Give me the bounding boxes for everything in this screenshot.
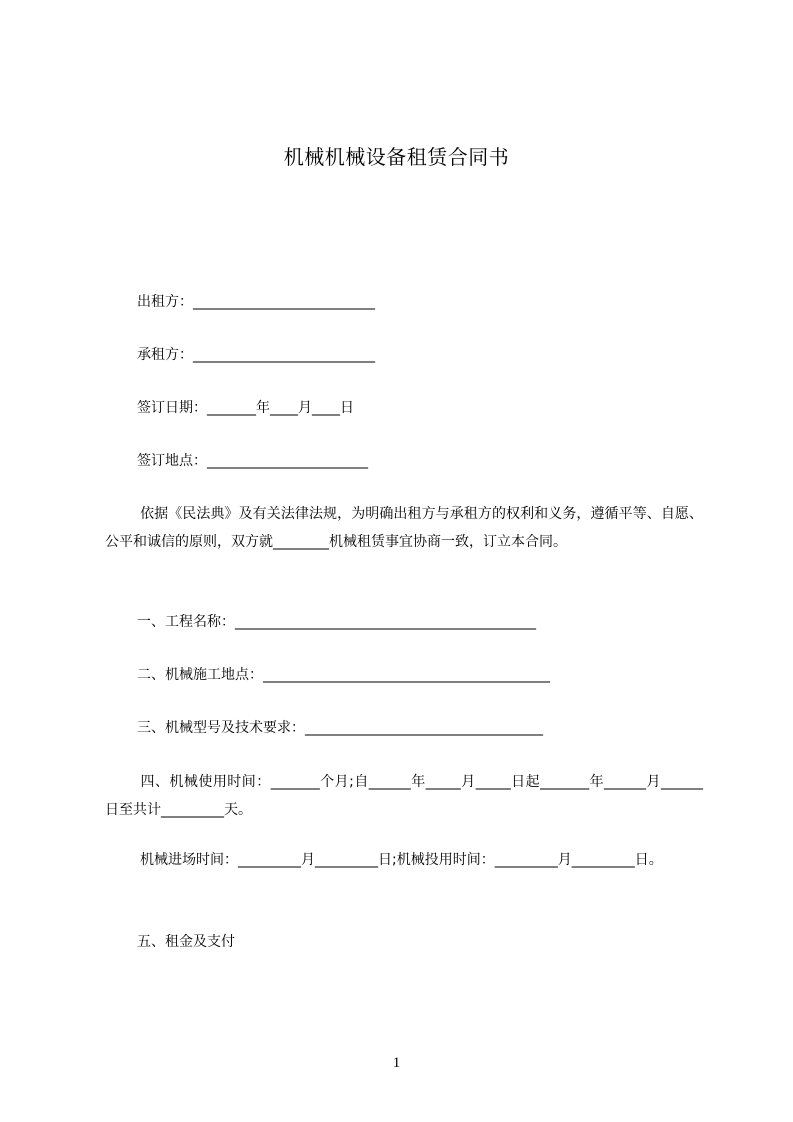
clause-site-location: 二、机械施工地点：_________________________________________ xyxy=(137,667,550,683)
sign-place-field: 签订地点：_______________________ xyxy=(137,453,368,469)
intro-paragraph xyxy=(105,500,703,556)
usage-period-text: 四、机械使用时间：_______个月;自______年_____月_____日起_______年______月______日至共计_________天。 xyxy=(105,774,703,818)
entry-time-text: 机械进场时间：_________月_________日;机械投用时间：_________月_________日。 xyxy=(140,852,663,868)
clause-usage-period xyxy=(105,768,703,824)
clause-entry-time xyxy=(105,846,703,874)
page-number: 1 xyxy=(392,1055,401,1071)
clause-machine-model: 三、机械型号及技术要求：__________________________________ xyxy=(137,720,543,736)
lessee-field: 承租方：__________________________ xyxy=(137,347,375,363)
clause-rent-payment: 五、租金及支付 xyxy=(137,934,235,950)
sign-date-field: 签订日期：_______年____月____日 xyxy=(137,400,354,416)
lessor-field: 出租方：__________________________ xyxy=(137,294,375,310)
document-title: 机械机械设备租赁合同书 xyxy=(283,145,510,169)
intro-text: 依据《民法典》及有关法律法规，为明确出租方与承租方的权利和义务，遵循平等、自愿、公平和诚信的原则，双方就________机械租赁事宜协商一致，订立本合同。 xyxy=(105,506,703,550)
clause-project-name: 一、工程名称：___________________________________________ xyxy=(137,614,536,630)
